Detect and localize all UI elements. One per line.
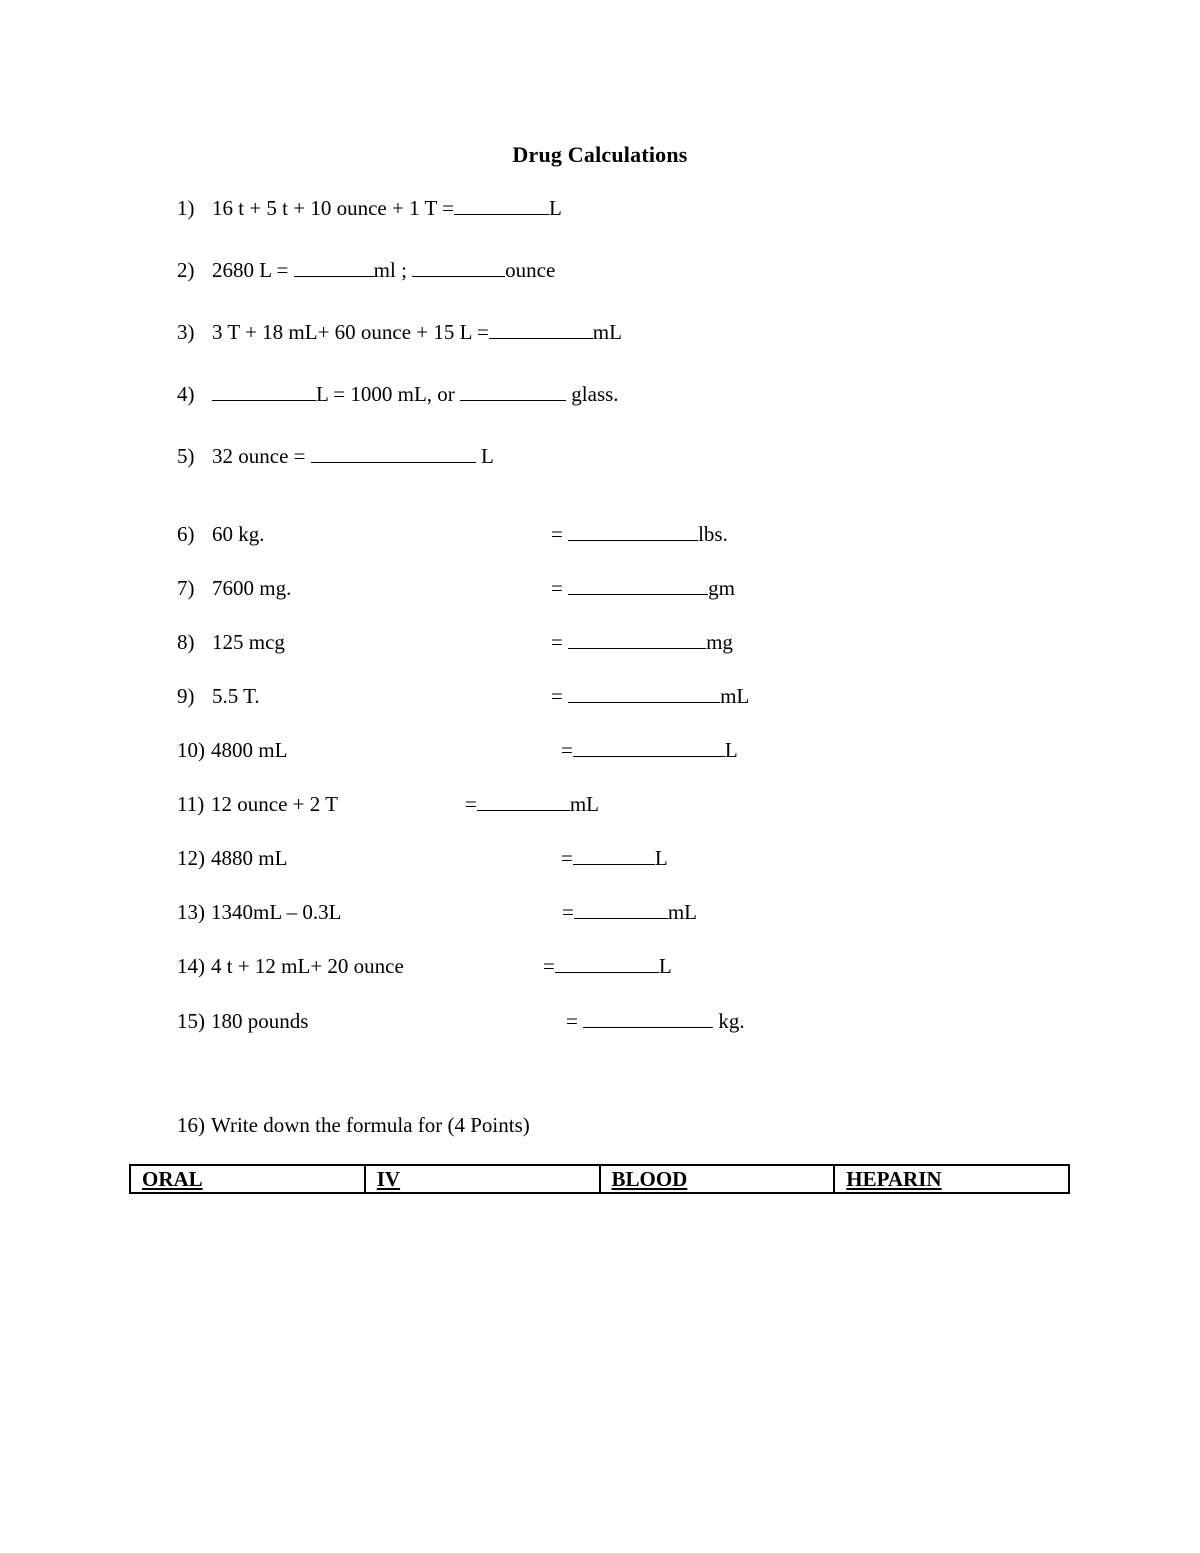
question-number: 1) [177, 196, 195, 220]
question-15 [177, 1009, 308, 1033]
answer-unit: L [658, 954, 672, 978]
question-text: 180 pounds [211, 1009, 309, 1033]
question-text: 3 T + 18 mL+ 60 ounce + 15 L = [212, 320, 489, 344]
question-number: 15) [177, 1009, 205, 1033]
question-7 [177, 576, 291, 600]
question-text: 2680 L = [212, 258, 289, 282]
answer-13 [562, 900, 697, 924]
answer-unit: lbs. [698, 522, 728, 546]
question-text: 1340mL – 0.3L [211, 900, 342, 924]
question-number: 3) [177, 320, 195, 344]
answer-unit: mL [720, 684, 750, 708]
question-text: 4880 mL [211, 846, 288, 870]
answer-unit: L [481, 444, 494, 468]
answer-blank[interactable] [555, 954, 659, 973]
answer-15 [566, 1009, 745, 1033]
question-text: 4 t + 12 mL+ 20 ounce [211, 954, 404, 978]
answer-unit: L [549, 196, 562, 220]
answer-10 [561, 738, 738, 762]
answer-unit: L [724, 738, 738, 762]
formula-cell-iv[interactable]: IV [365, 1165, 600, 1193]
question-number: 9) [177, 684, 195, 708]
table-row [130, 1165, 1069, 1193]
page-title: Drug Calculations [512, 142, 688, 167]
answer-blank[interactable] [454, 196, 549, 215]
answer-unit: mL [592, 320, 622, 344]
answer-unit: gm [708, 576, 735, 600]
answer-unit: ml ; [373, 258, 407, 282]
question-5 [177, 444, 494, 468]
equals-sign: = [551, 630, 563, 654]
answer-blank[interactable] [573, 738, 725, 757]
formula-table [129, 1164, 1070, 1194]
question-text: 16 t + 5 t + 10 ounce + 1 T = [212, 196, 455, 220]
question-number: 16) [177, 1113, 205, 1137]
question-3 [177, 320, 622, 344]
answer-9 [551, 684, 749, 708]
question-number: 6) [177, 522, 195, 546]
equals-sign: = [543, 954, 555, 978]
answer-blank[interactable] [568, 576, 708, 595]
question-text: 32 ounce = [212, 444, 306, 468]
answer-blank[interactable] [568, 630, 706, 649]
answer-blank[interactable] [477, 792, 570, 811]
answer-unit: ounce [505, 258, 556, 282]
answer-blank[interactable] [574, 900, 668, 919]
question-text: 5.5 T. [212, 684, 260, 708]
answer-11 [465, 792, 599, 816]
answer-7 [551, 576, 735, 600]
question-14 [177, 954, 404, 978]
formula-cell-heparin[interactable]: HEPARIN [834, 1165, 1069, 1193]
answer-blank[interactable] [489, 320, 593, 339]
question-6 [177, 522, 265, 546]
question-8 [177, 630, 285, 654]
question-number: 13) [177, 900, 205, 924]
question-number: 14) [177, 954, 205, 978]
question-number: 4) [177, 382, 195, 406]
answer-blank[interactable] [460, 382, 566, 401]
question-12 [177, 846, 287, 870]
question-number: 7) [177, 576, 195, 600]
question-number: 11) [177, 792, 205, 816]
answer-unit: mg [706, 630, 733, 654]
question-text: Write down the formula for (4 Points) [211, 1113, 530, 1137]
question-11 [177, 792, 338, 816]
equals-sign: = [551, 684, 563, 708]
answer-blank[interactable] [212, 382, 316, 401]
answer-6 [551, 522, 728, 546]
question-number: 12) [177, 846, 205, 870]
answer-blank[interactable] [573, 846, 655, 865]
answer-12 [561, 846, 668, 870]
question-10 [177, 738, 287, 762]
question-number: 2) [177, 258, 195, 282]
question-text: 125 mcg [212, 630, 285, 654]
answer-unit: glass. [571, 382, 619, 406]
question-9 [177, 684, 260, 708]
answer-blank[interactable] [568, 684, 720, 703]
answer-unit: L = 1000 mL, or [316, 382, 455, 406]
question-text: 12 ounce + 2 T [211, 792, 338, 816]
answer-14 [543, 954, 672, 978]
answer-unit: L [654, 846, 668, 870]
equals-sign: = [561, 738, 573, 762]
answer-unit: mL [569, 792, 600, 816]
question-2 [177, 258, 555, 282]
question-text: 60 kg. [212, 522, 265, 546]
equals-sign: = [562, 900, 574, 924]
equals-sign: = [566, 1009, 578, 1033]
answer-blank[interactable] [311, 444, 476, 463]
answer-8 [551, 630, 733, 654]
equals-sign: = [465, 792, 477, 816]
answer-blank[interactable] [412, 258, 505, 277]
answer-blank[interactable] [294, 258, 374, 277]
question-4 [177, 382, 619, 406]
equals-sign: = [561, 846, 573, 870]
question-text: 7600 mg. [212, 576, 292, 600]
answer-blank[interactable] [583, 1009, 713, 1028]
question-number: 8) [177, 630, 195, 654]
answer-blank[interactable] [568, 522, 698, 541]
question-13 [177, 900, 341, 924]
question-1 [177, 196, 562, 220]
formula-cell-oral[interactable]: ORAL [130, 1165, 365, 1193]
question-16 [177, 1113, 530, 1137]
answer-unit: mL [667, 900, 698, 924]
equals-sign: = [551, 522, 563, 546]
equals-sign: = [551, 576, 563, 600]
question-number: 5) [177, 444, 195, 468]
answer-unit: kg. [718, 1009, 745, 1033]
formula-cell-blood[interactable]: BLOOD [600, 1165, 835, 1193]
question-number: 10) [177, 738, 205, 762]
question-text: 4800 mL [211, 738, 288, 762]
